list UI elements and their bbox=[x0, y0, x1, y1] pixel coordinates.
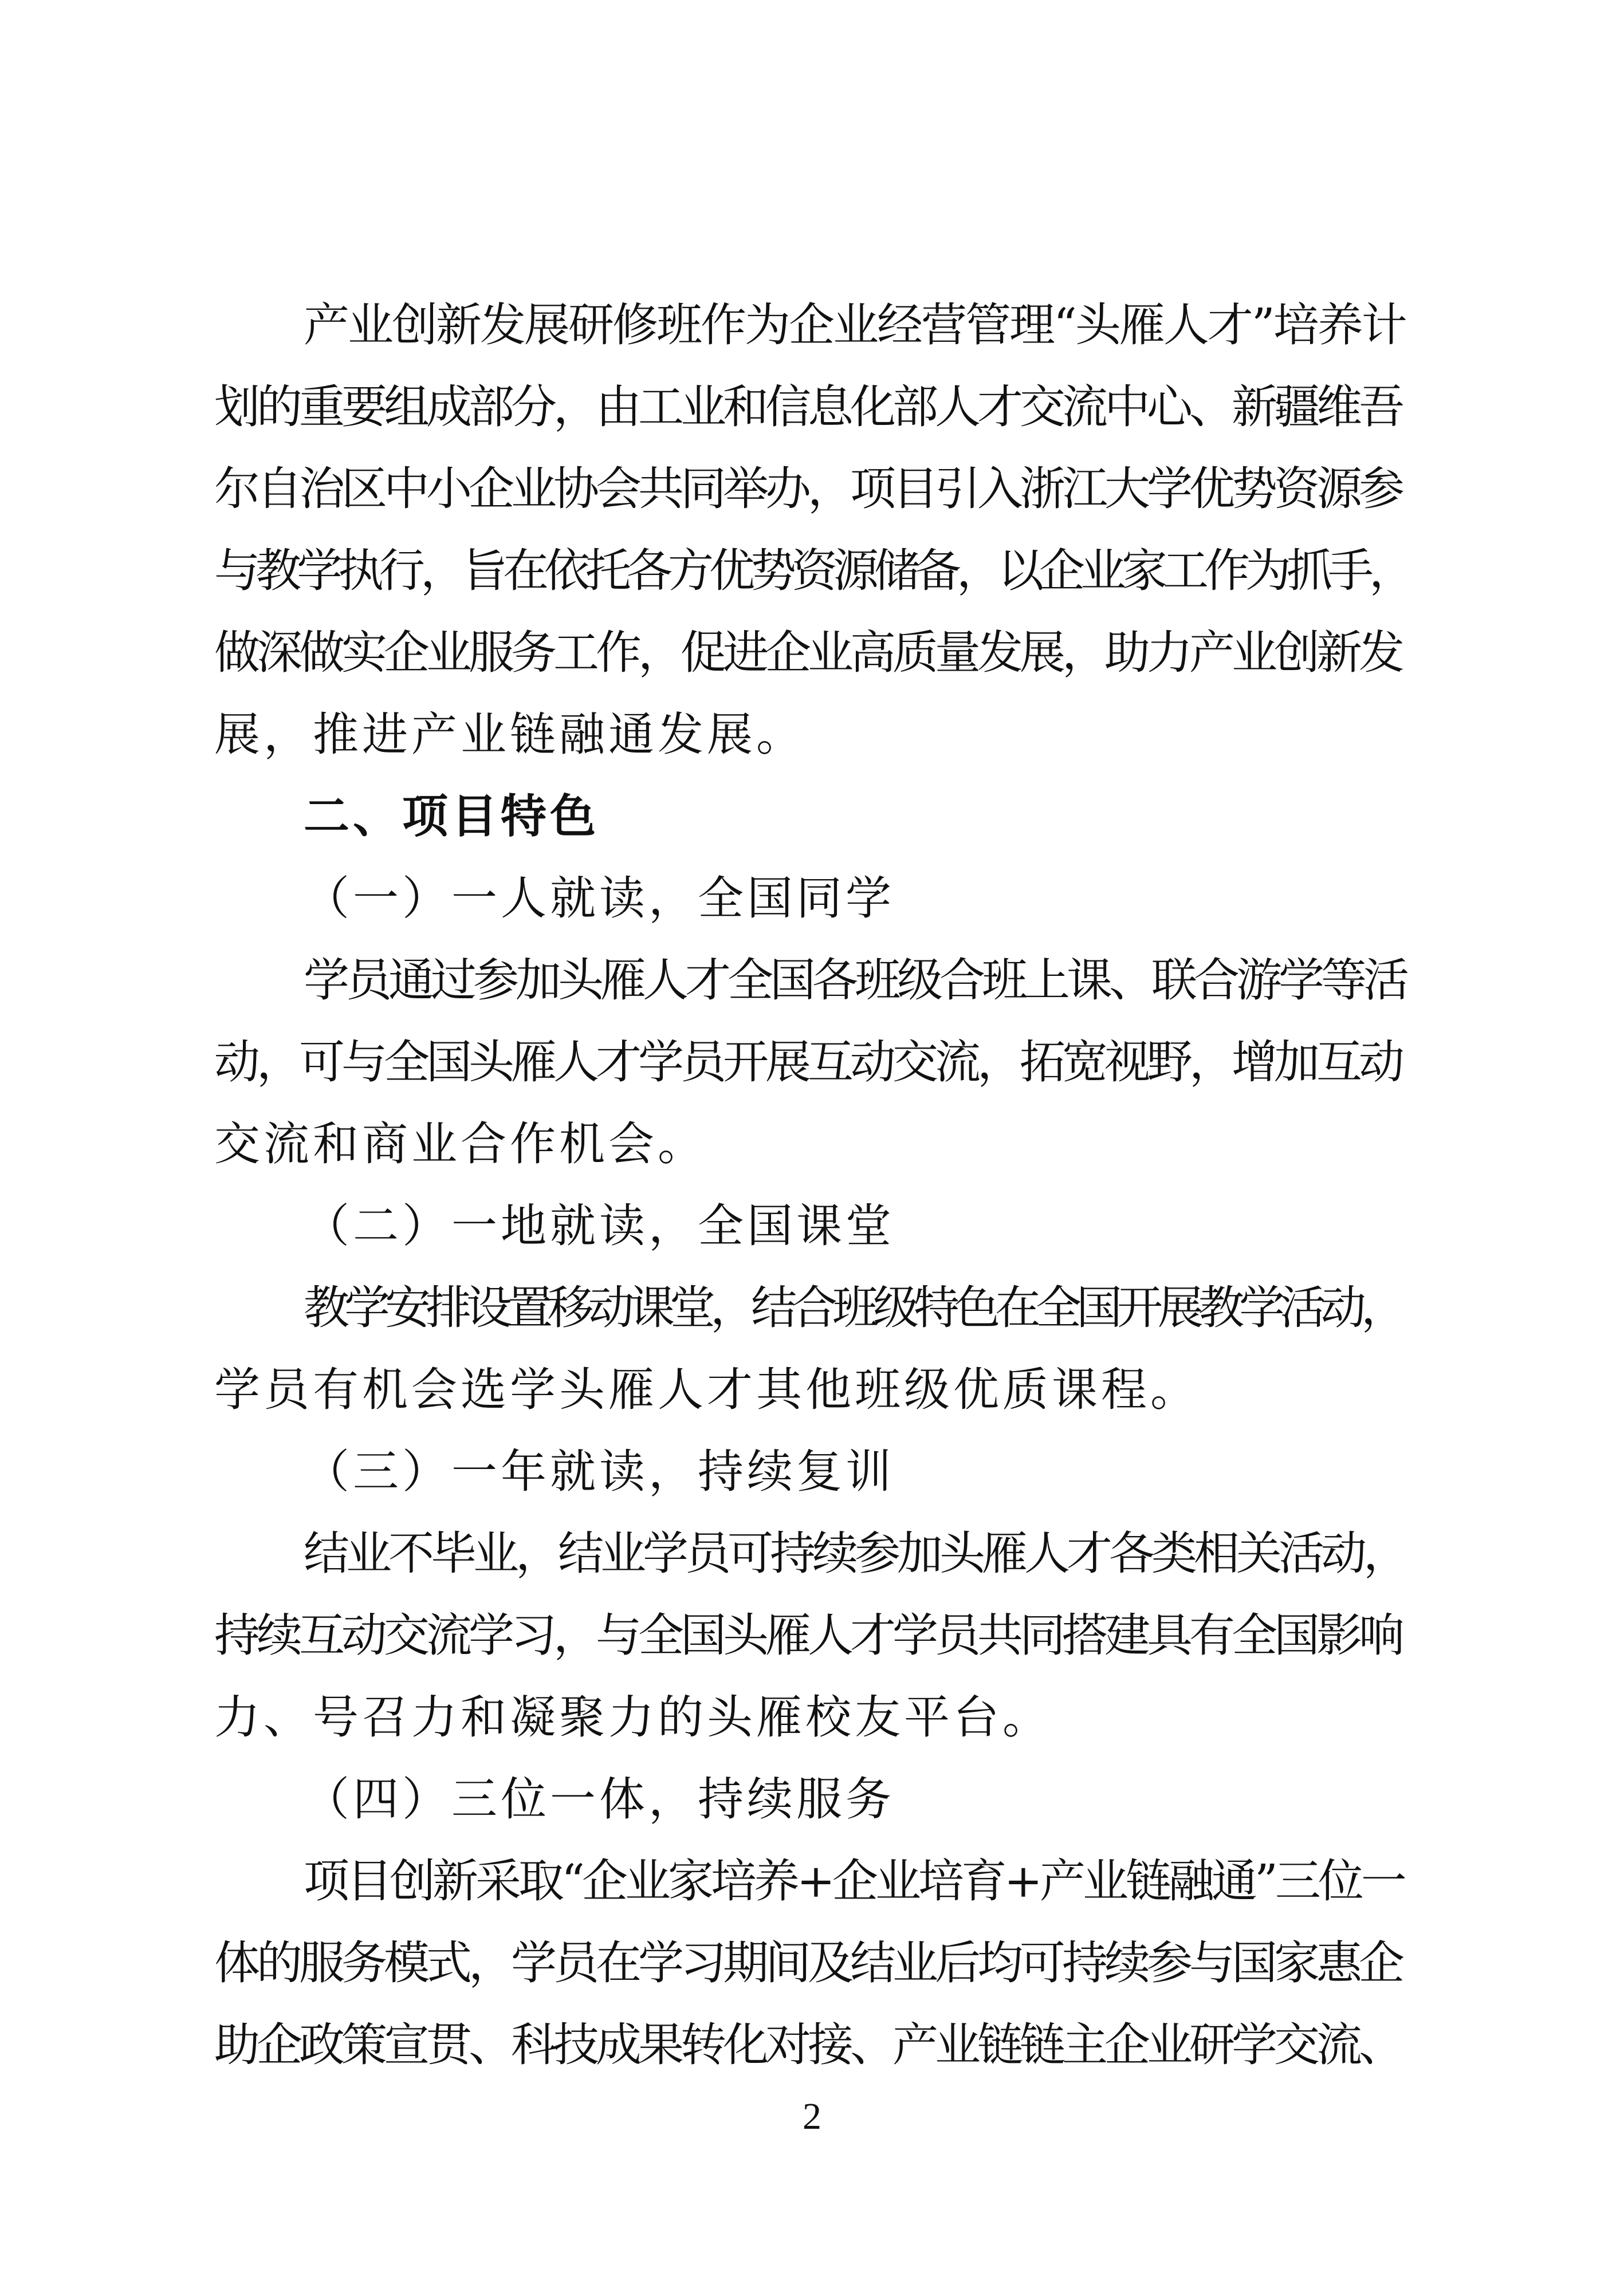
section-heading: 二、项目特色 bbox=[304, 790, 599, 843]
paragraph-5-line-1: 项目创新采取“企业家培养+企业培育+产业链融通”三位一 bbox=[304, 1854, 1404, 1908]
paragraph-1-line-4: 与教学执行，旨在依托各方优势资源储备，以企业家工作为抓手， bbox=[214, 544, 1410, 597]
paragraph-1-line-5: 做深做实企业服务工作，促进企业高质量发展，助力产业创新发 bbox=[214, 626, 1401, 679]
paragraph-5-line-2: 体的服务模式，学员在学习期间及结业后均可持续参与国家惠企 bbox=[214, 1936, 1401, 1990]
subheading-3: （三）一年就读，持续复训 bbox=[304, 1445, 895, 1498]
paragraph-2-line-3: 交流和商业合作机会。 bbox=[214, 1117, 707, 1171]
subheading-4: （四）三位一体，持续服务 bbox=[304, 1773, 895, 1826]
paragraph-5-line-3: 助企政策宣贯、科技成果转化对接、产业链链主企业研学交流、 bbox=[214, 2018, 1401, 2071]
subheading-2: （二）一地就读，全国课堂 bbox=[304, 1199, 895, 1253]
paragraph-3-line-2: 学员有机会选学头雁人才其他班级优质课程。 bbox=[214, 1363, 1200, 1416]
paragraph-3-line-1: 教学安排设置移动课堂，结合班级特色在全国开展教学活动， bbox=[304, 1281, 1402, 1334]
paragraph-4-line-1: 结业不毕业，结业学员可持续参加头雁人才各类相关活动， bbox=[304, 1527, 1406, 1580]
paragraph-2-line-2: 动，可与全国头雁人才学员开展互动交流，拓宽视野，增加互动 bbox=[214, 1035, 1401, 1089]
paragraph-4-line-2: 持续互动交流学习，与全国头雁人才学员共同搭建具有全国影响 bbox=[214, 1609, 1401, 1662]
paragraph-4-line-3: 力、号召力和凝聚力的头雁校友平台。 bbox=[214, 1691, 1052, 1744]
paragraph-1-line-1: 产业创新发展研修班作为企业经营管理“头雁人才”培养计 bbox=[304, 298, 1406, 352]
paragraph-2-line-1: 学员通过参加头雁人才全国各班级合班上课、联合游学等活 bbox=[304, 954, 1406, 1007]
subheading-1: （一）一人就读，全国同学 bbox=[304, 872, 895, 925]
paragraph-1-line-2: 划的重要组成部分，由工业和信息化部人才交流中心、新疆维吾 bbox=[214, 380, 1401, 434]
paragraph-1-line-3: 尔自治区中小企业协会共同举办，项目引入浙江大学优势资源参 bbox=[214, 462, 1401, 515]
paragraph-1-line-6: 展，推进产业链融通发展。 bbox=[214, 708, 805, 761]
page-number: 2 bbox=[803, 2096, 821, 2137]
